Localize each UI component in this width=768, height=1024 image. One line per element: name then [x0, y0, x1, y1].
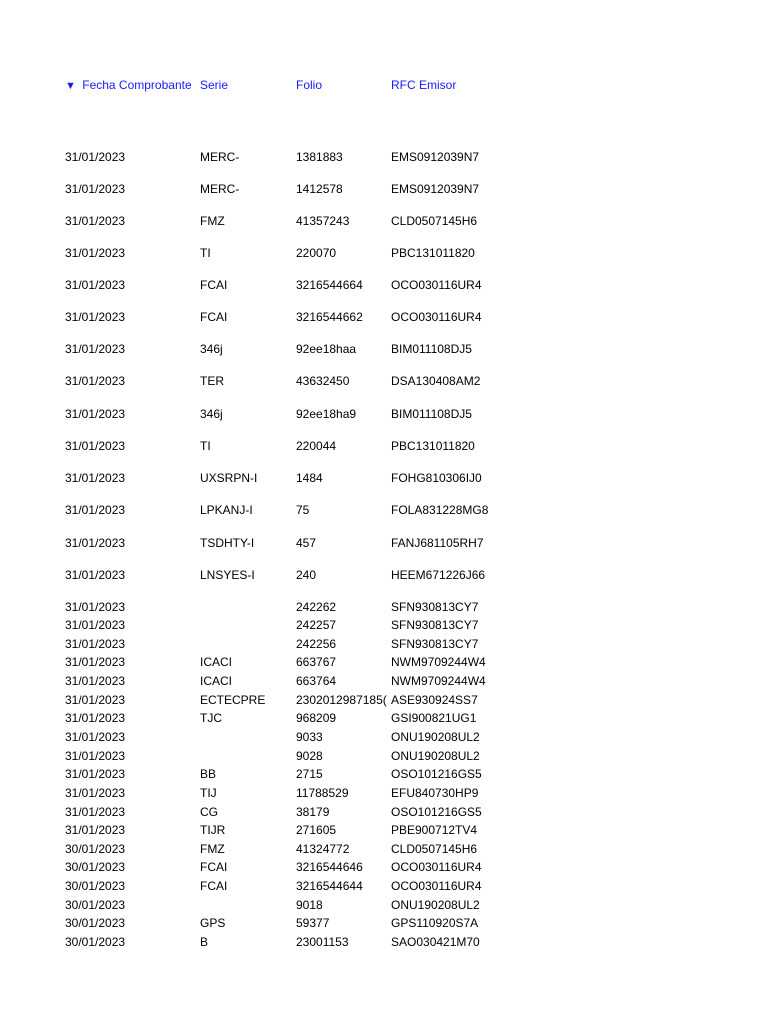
table-row — [0, 673, 768, 689]
table-row — [0, 692, 768, 708]
folio-cell[interactable]: 663767 — [296, 655, 337, 669]
serie-cell[interactable]: FMZ — [200, 214, 225, 228]
serie-cell[interactable]: ECTECPRE — [200, 693, 266, 707]
fecha-cell[interactable]: 30/01/2023 — [65, 879, 126, 893]
serie-cell[interactable]: TI — [200, 439, 211, 453]
table-row — [0, 599, 768, 615]
serie-cell[interactable]: TJC — [200, 711, 222, 725]
fecha-cell[interactable]: 31/01/2023 — [65, 278, 126, 292]
fecha-cell[interactable]: 31/01/2023 — [65, 374, 126, 388]
fecha-cell[interactable]: 31/01/2023 — [65, 786, 126, 800]
table-row — [0, 915, 768, 931]
rfc-emisor-cell[interactable]: ONU190208UL2 — [391, 749, 480, 763]
fecha-cell[interactable]: 31/01/2023 — [65, 536, 126, 550]
table-row — [0, 822, 768, 838]
folio-cell[interactable]: 242262 — [296, 600, 337, 614]
rfc-emisor-cell[interactable]: EFU840730HP9 — [391, 786, 479, 800]
serie-cell[interactable]: TIJ — [200, 786, 217, 800]
folio-cell[interactable]: 41324772 — [296, 842, 350, 856]
table-row — [0, 859, 768, 875]
rfc-emisor-cell[interactable]: ONU190208UL2 — [391, 898, 480, 912]
table-row — [0, 245, 768, 261]
rfc-emisor-cell[interactable]: ASE930924SS7 — [391, 693, 478, 707]
folio-cell[interactable]: 9018 — [296, 898, 323, 912]
folio-cell[interactable]: 968209 — [296, 711, 337, 725]
folio-cell[interactable]: 9033 — [296, 730, 323, 744]
fecha-cell[interactable]: 31/01/2023 — [65, 711, 126, 725]
rfc-emisor-cell[interactable]: CLD0507145H6 — [391, 214, 478, 228]
fecha-cell[interactable]: 31/01/2023 — [65, 823, 126, 837]
serie-cell[interactable]: TSDHTY-I — [200, 536, 255, 550]
table-row — [0, 341, 768, 357]
rfc-emisor-cell[interactable]: GPS110920S7A — [391, 916, 479, 930]
rfc-emisor-cell[interactable]: PBC131011820 — [391, 439, 475, 453]
table-row — [0, 729, 768, 745]
fecha-cell[interactable]: 31/01/2023 — [65, 600, 126, 614]
fecha-header-label: Fecha Comprobante — [82, 78, 192, 92]
serie-cell[interactable]: 346j — [200, 407, 223, 421]
rfc-header[interactable]: RFC Emisor — [391, 78, 457, 92]
rfc-emisor-cell[interactable]: BIM011108DJ5 — [391, 342, 472, 356]
rfc-emisor-cell[interactable]: CLD0507145H6 — [391, 842, 478, 856]
table-row — [0, 213, 768, 229]
fecha-header[interactable] — [65, 76, 192, 95]
folio-cell[interactable]: 3216544662 — [296, 310, 363, 324]
table-row — [0, 878, 768, 894]
folio-cell[interactable]: 41357243 — [296, 214, 350, 228]
serie-cell[interactable]: B — [200, 935, 209, 949]
table-row — [0, 373, 768, 389]
rfc-emisor-cell[interactable]: OCO030116UR4 — [391, 860, 482, 874]
folio-cell[interactable]: 3216544664 — [296, 278, 363, 292]
table-row — [0, 181, 768, 197]
folio-cell[interactable]: 3216544646 — [296, 860, 363, 874]
folio-cell[interactable]: 2302012987185( — [296, 693, 387, 707]
fecha-cell[interactable]: 31/01/2023 — [65, 439, 126, 453]
rfc-emisor-cell[interactable]: OCO030116UR4 — [391, 278, 482, 292]
serie-cell[interactable]: FMZ — [200, 842, 225, 856]
fecha-cell[interactable]: 31/01/2023 — [65, 805, 126, 819]
table-row — [0, 277, 768, 293]
folio-cell[interactable]: 9028 — [296, 749, 323, 763]
serie-cell[interactable]: FCAI — [200, 310, 228, 324]
fecha-cell[interactable]: 31/01/2023 — [65, 503, 126, 517]
rfc-emisor-cell[interactable]: SFN930813CY7 — [391, 600, 479, 614]
fecha-cell[interactable]: 31/01/2023 — [65, 655, 126, 669]
folio-cell[interactable]: 3216544644 — [296, 879, 363, 893]
fecha-cell[interactable]: 31/01/2023 — [65, 310, 126, 324]
folio-cell[interactable]: 43632450 — [296, 374, 350, 388]
rfc-emisor-cell[interactable]: NWM9709244W4 — [391, 674, 486, 688]
folio-cell[interactable]: 11788529 — [296, 786, 349, 800]
serie-cell[interactable]: TER — [200, 374, 224, 388]
rfc-emisor-cell[interactable]: NWM9709244W4 — [391, 655, 486, 669]
rfc-emisor-cell[interactable]: OSO101216GS5 — [391, 805, 482, 819]
rfc-emisor-cell[interactable]: HEEM671226J66 — [391, 568, 486, 582]
fecha-cell[interactable]: 31/01/2023 — [65, 637, 126, 651]
fecha-cell[interactable]: 31/01/2023 — [65, 693, 126, 707]
header-row — [0, 76, 768, 94]
folio-cell[interactable]: 457 — [296, 536, 317, 550]
fecha-cell[interactable]: 30/01/2023 — [65, 935, 126, 949]
rfc-emisor-cell[interactable]: OSO101216GS5 — [391, 767, 482, 781]
folio-cell[interactable]: 220044 — [296, 439, 337, 453]
serie-cell[interactable]: FCAI — [200, 278, 228, 292]
fecha-cell[interactable]: 31/01/2023 — [65, 150, 126, 164]
serie-cell[interactable]: LNSYES-I — [200, 568, 255, 582]
table-row — [0, 636, 768, 652]
folio-cell[interactable]: 59377 — [296, 916, 330, 930]
serie-cell[interactable]: ICACI — [200, 674, 233, 688]
rfc-emisor-cell[interactable]: GSI900821UG1 — [391, 711, 477, 725]
fecha-cell[interactable]: 31/01/2023 — [65, 342, 126, 356]
rfc-emisor-cell[interactable]: ONU190208UL2 — [391, 730, 480, 744]
table-row — [0, 654, 768, 670]
fecha-cell[interactable]: 30/01/2023 — [65, 916, 126, 930]
serie-cell[interactable]: FCAI — [200, 879, 228, 893]
rfc-emisor-cell[interactable]: DSA130408AM2 — [391, 374, 481, 388]
table-row — [0, 934, 768, 950]
serie-cell[interactable]: MERC- — [200, 182, 240, 196]
table-row — [0, 897, 768, 913]
fecha-cell[interactable]: 31/01/2023 — [65, 730, 126, 744]
fecha-cell[interactable]: 30/01/2023 — [65, 842, 126, 856]
folio-cell[interactable]: 38179 — [296, 805, 330, 819]
folio-cell[interactable]: 242257 — [296, 618, 337, 632]
table-row — [0, 710, 768, 726]
folio-cell[interactable]: 92ee18ha9 — [296, 407, 357, 421]
fecha-cell[interactable]: 31/01/2023 — [65, 214, 126, 228]
sort-descending-icon[interactable]: ▼ — [65, 80, 76, 92]
folio-cell[interactable]: 23001153 — [296, 935, 349, 949]
rfc-emisor-cell[interactable]: EMS0912039N7 — [391, 182, 480, 196]
rfc-emisor-cell[interactable]: SAO030421M70 — [391, 935, 480, 949]
folio-cell[interactable]: 220070 — [296, 246, 337, 260]
rfc-emisor-cell[interactable]: OCO030116UR4 — [391, 879, 482, 893]
rfc-emisor-cell[interactable]: OCO030116UR4 — [391, 310, 482, 324]
serie-cell[interactable]: BB — [200, 767, 217, 781]
rfc-emisor-cell[interactable]: PBC131011820 — [391, 246, 475, 260]
folio-cell[interactable]: 271605 — [296, 823, 337, 837]
rfc-emisor-cell[interactable]: SFN930813CY7 — [391, 637, 479, 651]
table-row — [0, 841, 768, 857]
serie-cell[interactable]: LPKANJ-I — [200, 503, 253, 517]
fecha-cell[interactable]: 31/01/2023 — [65, 471, 126, 485]
serie-cell[interactable]: TIJR — [200, 823, 226, 837]
table-row — [0, 149, 768, 165]
fecha-cell[interactable]: 31/01/2023 — [65, 182, 126, 196]
fecha-cell[interactable]: 31/01/2023 — [65, 618, 126, 632]
serie-cell[interactable]: FCAI — [200, 860, 228, 874]
serie-cell[interactable]: UXSRPN-I — [200, 471, 258, 485]
serie-cell[interactable]: 346j — [200, 342, 223, 356]
rfc-emisor-cell[interactable]: FOHG810306IJ0 — [391, 471, 482, 485]
fecha-cell[interactable]: 30/01/2023 — [65, 898, 126, 912]
table-row — [0, 567, 768, 583]
fecha-cell[interactable]: 31/01/2023 — [65, 246, 126, 260]
fecha-cell[interactable]: 30/01/2023 — [65, 860, 126, 874]
rfc-emisor-cell[interactable]: FANJ681105RH7 — [391, 536, 484, 550]
serie-cell[interactable]: MERC- — [200, 150, 240, 164]
table-row — [0, 748, 768, 764]
table-row — [0, 406, 768, 422]
fecha-cell[interactable]: 31/01/2023 — [65, 674, 126, 688]
table-row — [0, 804, 768, 820]
fecha-cell[interactable]: 31/01/2023 — [65, 767, 126, 781]
fecha-cell[interactable]: 31/01/2023 — [65, 749, 126, 763]
rfc-emisor-cell[interactable]: SFN930813CY7 — [391, 618, 479, 632]
rfc-emisor-cell[interactable]: FOLA831228MG8 — [391, 503, 489, 517]
folio-cell[interactable]: 663764 — [296, 674, 337, 688]
folio-cell[interactable]: 2715 — [296, 767, 323, 781]
rfc-emisor-cell[interactable]: EMS0912039N7 — [391, 150, 480, 164]
table-row — [0, 309, 768, 325]
folio-cell[interactable]: 1484 — [296, 471, 323, 485]
folio-cell[interactable]: 240 — [296, 568, 317, 582]
rfc-emisor-cell[interactable]: BIM011108DJ5 — [391, 407, 472, 421]
folio-cell[interactable]: 92ee18haa — [296, 342, 357, 356]
rfc-emisor-cell[interactable]: PBE900712TV4 — [391, 823, 478, 837]
table-row — [0, 785, 768, 801]
folio-cell[interactable]: 75 — [296, 503, 310, 517]
folio-cell[interactable]: 1412578 — [296, 182, 343, 196]
table-row — [0, 470, 768, 486]
serie-cell[interactable]: GPS — [200, 916, 226, 930]
table-row — [0, 438, 768, 454]
folio-cell[interactable]: 242256 — [296, 637, 337, 651]
serie-cell[interactable]: TI — [200, 246, 211, 260]
fecha-cell[interactable]: 31/01/2023 — [65, 568, 126, 582]
serie-header[interactable]: Serie — [200, 78, 229, 92]
folio-cell[interactable]: 1381883 — [296, 150, 343, 164]
serie-cell[interactable]: ICACI — [200, 655, 233, 669]
folio-header[interactable]: Folio — [296, 78, 323, 92]
table-row — [0, 502, 768, 518]
serie-cell[interactable]: CG — [200, 805, 218, 819]
fecha-cell[interactable]: 31/01/2023 — [65, 407, 126, 421]
table-row — [0, 617, 768, 633]
table-row — [0, 766, 768, 782]
table-row — [0, 535, 768, 551]
